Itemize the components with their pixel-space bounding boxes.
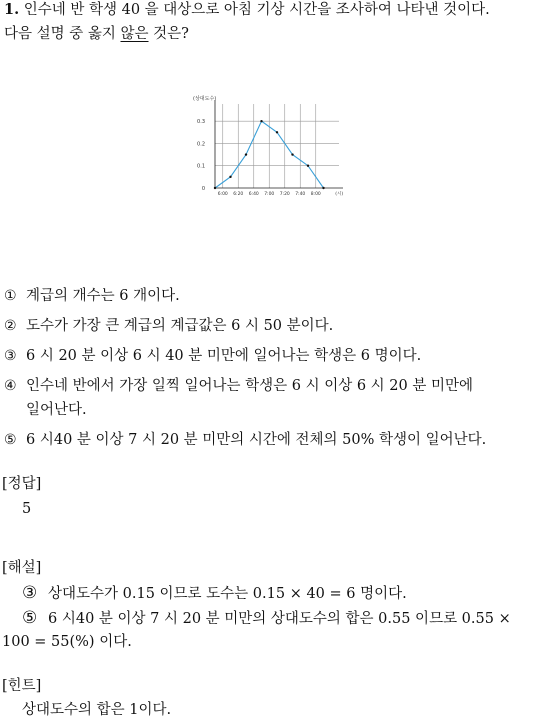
question-text-pre: 다음 설명 중 옳지	[4, 26, 121, 42]
y-tick-label: 0.3	[197, 119, 205, 126]
chart-ylabel: (상대도수)	[193, 96, 217, 102]
x-tick-label: 7:20	[279, 192, 290, 197]
question-underlined: 않은	[120, 26, 149, 42]
question-text: 인수네 반 학생 40 을 대상으로 아침 기상 시간을 조사하여 나타낸 것이다.	[23, 2, 490, 18]
choice-5[interactable]	[4, 430, 486, 450]
x-axis-label: (시)	[335, 192, 344, 197]
y-tick-label: 0	[201, 186, 205, 192]
choice-text: 계급의 개수는 6 개이다.	[26, 288, 180, 304]
chart-grid	[215, 104, 339, 188]
choice-mark: ①	[4, 288, 17, 304]
question-number: 1.	[4, 1, 20, 18]
answer-label: [정답]	[2, 476, 42, 492]
x-tick-label: 6:00	[217, 192, 228, 197]
question-text-post: 것은?	[148, 26, 189, 42]
choice-mark: ②	[4, 318, 17, 334]
data-point	[291, 153, 293, 155]
choice-text: 6 시 20 분 이상 6 시 40 분 미만에 일어나는 학생은 6 명이다.	[26, 348, 422, 364]
question-line-2	[4, 24, 189, 44]
hint-label: [힌트]	[2, 678, 42, 694]
explanation-mark: ⑤	[22, 608, 38, 628]
choice-mark: ④	[4, 378, 17, 394]
choice-mark: ⑤	[4, 432, 17, 448]
choice-3[interactable]	[4, 346, 421, 366]
hint-text: 상대도수의 합은 1이다.	[22, 702, 172, 718]
chart-axes	[215, 100, 343, 188]
data-point	[214, 187, 216, 189]
explanation-item-3	[22, 583, 407, 604]
choice-text: 인수네 반에서 가장 일찍 일어나는 학생은 6 시 이상 6 시 20 분 미만에	[26, 378, 473, 394]
x-tick-label: 8:00	[310, 192, 321, 197]
answer-value: 5	[22, 501, 32, 517]
choice-4[interactable]	[4, 376, 473, 396]
y-tick-label: 0.1	[197, 163, 205, 170]
data-point	[276, 131, 278, 133]
data-point	[260, 120, 262, 122]
data-point	[229, 176, 231, 178]
choice-2[interactable]	[4, 316, 333, 336]
explanation-item-5	[22, 608, 511, 629]
explanation-continued: 100 = 55(%) 이다.	[2, 634, 132, 650]
x-tick-label: 7:00	[264, 192, 275, 197]
choice-4-continued: 일어난다.	[26, 402, 87, 418]
x-tick-label: 6:40	[248, 192, 259, 197]
question-line-1	[4, 0, 490, 20]
explanation-text: 6 시40 분 이상 7 시 20 분 미만의 상대도수의 합은 0.55 이므로 0.55 ×	[48, 611, 511, 627]
relative-frequency-chart	[180, 92, 350, 200]
choice-mark: ③	[4, 348, 17, 364]
data-point	[307, 165, 309, 167]
data-point	[322, 187, 324, 189]
choice-1[interactable]	[4, 286, 180, 306]
explanation-mark: ③	[22, 583, 38, 603]
x-tick-label: 6:20	[233, 192, 244, 197]
choice-text: 6 시40 분 이상 7 시 20 분 미만의 시간에 전체의 50% 학생이 일어난다.	[26, 432, 487, 448]
data-point	[245, 153, 247, 155]
explanation-text: 상대도수가 0.15 이므로 도수는 0.15 × 40 = 6 명이다.	[48, 586, 407, 602]
choice-text: 도수가 가장 큰 계급의 계급값은 6 시 50 분이다.	[26, 318, 334, 334]
explanation-label: [해설]	[2, 560, 42, 576]
y-tick-label: 0.2	[197, 141, 205, 148]
x-tick-label: 7:40	[295, 192, 306, 197]
